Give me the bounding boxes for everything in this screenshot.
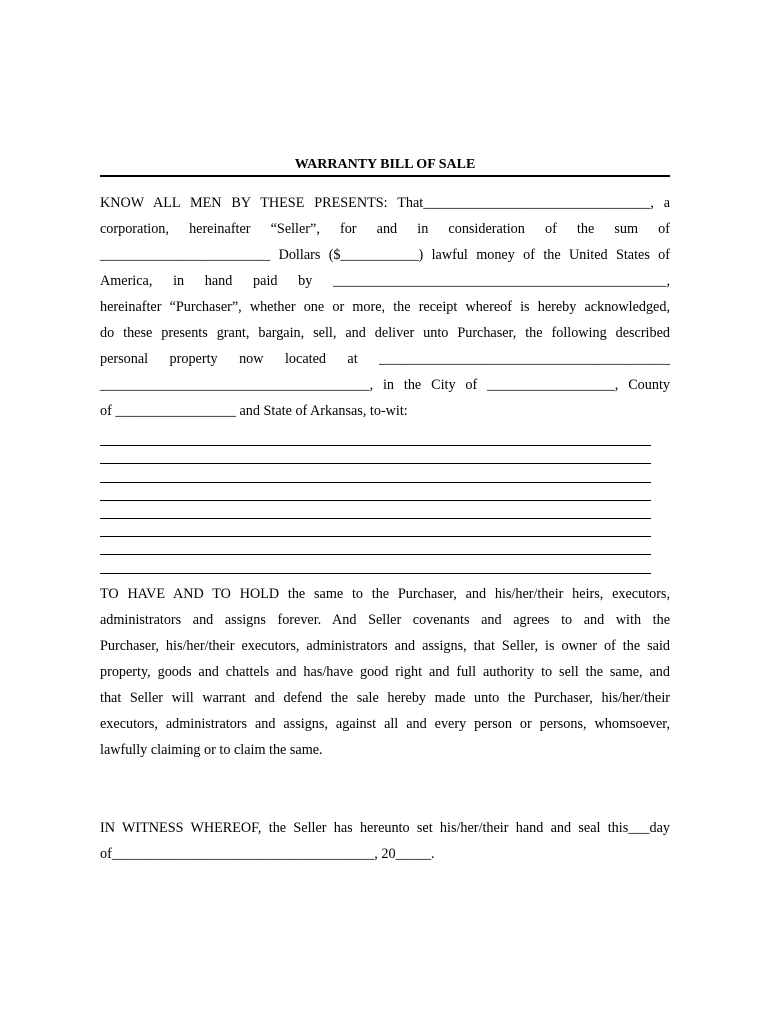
text-line: KNOW ALL MEN BY THESE PRESENTS: That________________________________, a [100, 195, 670, 211]
text-line: administrators and assigns forever. And Seller covenants and agrees to and with the [100, 612, 670, 628]
blank-line [100, 519, 651, 537]
text-line: corporation, hereinafter “Seller”, for and in consideration of the sum of [100, 221, 670, 237]
text-line: ______________________________________, in the City of __________________, County [100, 377, 670, 393]
text-line: Purchaser, his/her/their executors, administrators and assigns, that Seller, is owner of the said [100, 638, 670, 654]
paragraph-know-all-men [100, 190, 670, 424]
text-line: IN WITNESS WHEREOF, the Seller has hereunto set his/her/their hand and seal this___day [100, 820, 670, 836]
blank-line [100, 428, 651, 446]
text-line: do these presents grant, bargain, sell, and deliver unto Purchaser, the following described [100, 325, 670, 341]
blank-line [100, 483, 651, 501]
document-title: WARRANTY BILL OF SALE [100, 156, 670, 177]
text-line: property, goods and chattels and has/have good right and full authority to sell the same, and [100, 664, 670, 680]
blank-line [100, 446, 651, 464]
text-line: lawfully claiming or to claim the same. [100, 742, 323, 758]
paragraph-to-have-and-to-hold [100, 581, 670, 763]
paragraph-in-witness-whereof [100, 815, 670, 867]
blank-line [100, 537, 651, 555]
text-line: hereinafter “Purchaser”, whether one or more, the receipt whereof is hereby acknowledged, [100, 299, 670, 315]
text-line: executors, administrators and assigns, against all and every person or persons, whomsoever, [100, 716, 670, 732]
blank-line [100, 501, 651, 519]
text-line: that Seller will warrant and defend the sale hereby made unto the Purchaser, his/her/their [100, 690, 670, 706]
text-line: personal property now located at _________________________________________ [100, 351, 670, 367]
blank-line [100, 555, 651, 573]
text-line: America, in hand paid by _______________________________________________, [100, 273, 670, 289]
text-line: of _________________ and State of Arkansas, to-wit: [100, 403, 408, 419]
blank-line [100, 464, 651, 482]
text-line: of_____________________________________, 20_____. [100, 846, 435, 862]
text-line: ________________________ Dollars ($___________) lawful money of the United States of [100, 247, 670, 263]
property-description-lines [100, 428, 651, 574]
text-line: TO HAVE AND TO HOLD the same to the Purchaser, and his/her/their heirs, executors, [100, 586, 670, 602]
